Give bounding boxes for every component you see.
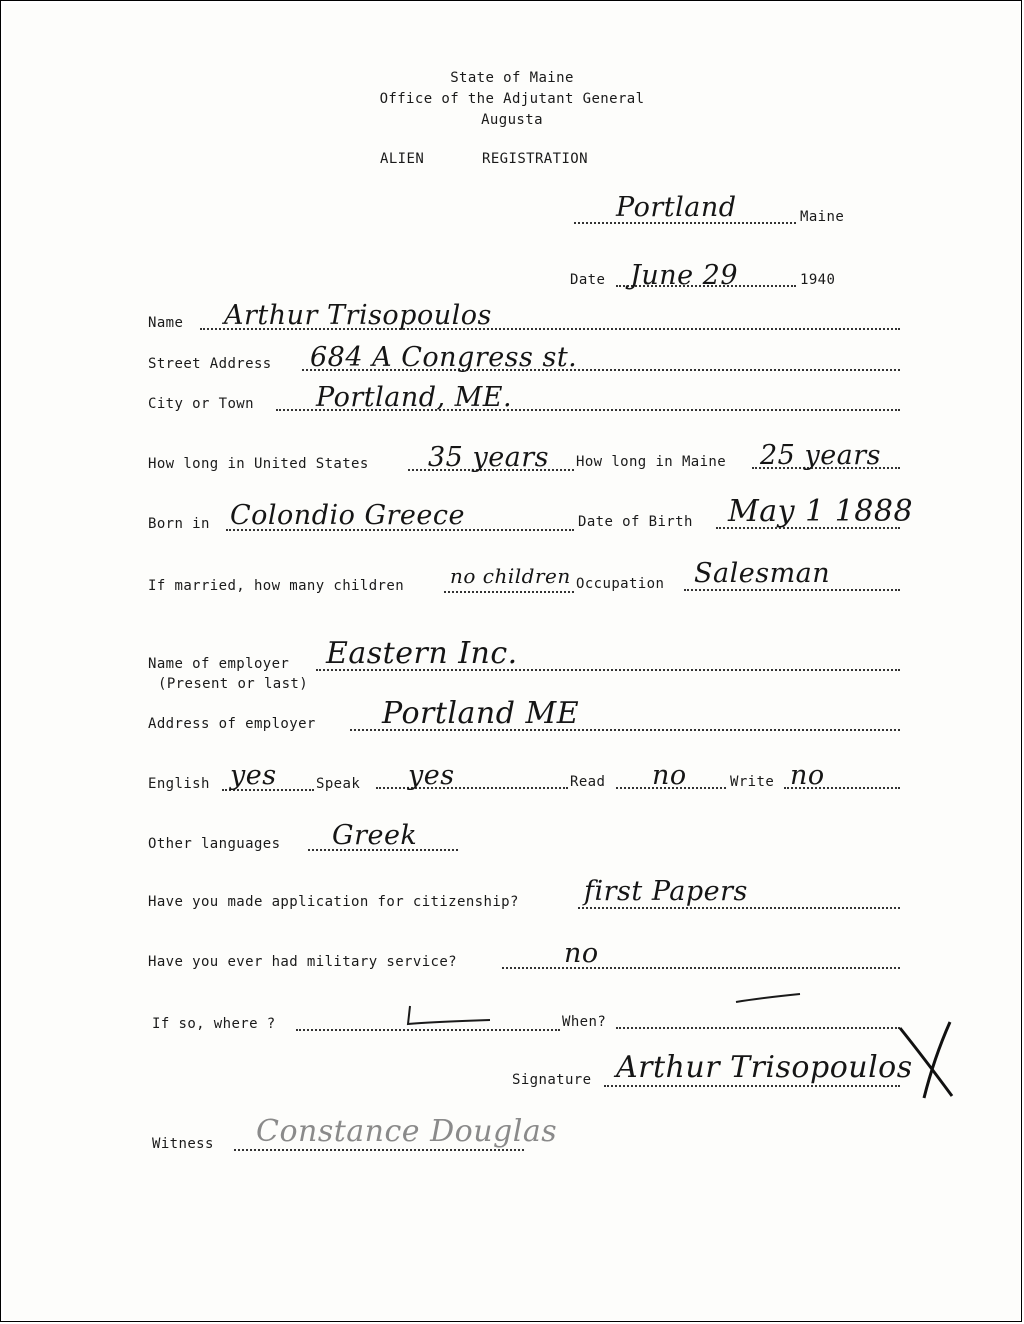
children-value: no children [450,564,571,588]
when-line [616,1027,900,1029]
military-value: no [564,938,599,969]
signature-line [604,1085,900,1087]
form-title-alien: ALIEN [380,151,425,167]
english-label: English [148,776,210,792]
when-label: When? [562,1014,607,1030]
military-label: Have you ever had military service? [148,954,458,970]
registration-form [4,4,1020,1320]
header-city: Augusta [481,112,543,128]
place-value: Portland [616,192,737,223]
us-long-label: How long in United States [148,456,369,472]
employer-address-value: Portland ME [382,696,580,731]
us-long-value: 35 years [428,442,550,473]
occupation-line [684,589,900,591]
city-label: City or Town [148,396,254,412]
witness-label: Witness [152,1136,214,1152]
signature-value: Arthur Trisopoulos [616,1050,913,1085]
write-value: no [790,760,825,791]
date-label: Date [570,272,606,288]
employer-label: Name of employer [148,656,290,672]
employer-sublabel: (Present or last) [158,676,309,692]
other-languages-value: Greek [332,820,418,851]
witness-value: Constance Douglas [256,1114,558,1149]
signature-x-mark [894,1018,964,1102]
dob-value: May 1 1888 [728,494,914,529]
employer-address-label: Address of employer [148,716,316,732]
speak-label: Speak [316,776,361,792]
employer-value: Eastern Inc. [326,636,518,671]
read-value: no [652,760,687,791]
born-label: Born in [148,516,210,532]
header-state: State of Maine [450,70,574,86]
street-value: 684 A Congress st. [310,342,578,373]
children-label: If married, how many children [148,578,405,594]
born-value: Colondio Greece [230,500,465,531]
street-label: Street Address [148,356,272,372]
speak-value: yes [408,760,455,791]
write-label: Write [730,774,775,790]
name-label: Name [148,315,184,331]
english-value: yes [230,760,277,791]
witness-line [234,1149,524,1151]
citizenship-value: first Papers [584,876,748,907]
dob-label: Date of Birth [578,514,693,530]
place-suffix: Maine [800,209,845,225]
form-title-registration: REGISTRATION [482,151,588,167]
other-languages-label: Other languages [148,836,281,852]
where-dash-mark [400,1000,500,1030]
military-line [502,967,900,969]
when-dash-mark [730,990,810,1006]
speak-line [376,787,568,789]
citizenship-label: Have you made application for citizenship? [148,894,519,910]
children-line [444,591,574,593]
name-value: Arthur Trisopoulos [224,300,492,331]
maine-long-label: How long in Maine [576,454,727,470]
occupation-label: Occupation [576,576,665,592]
date-value: June 29 [630,260,739,291]
citizenship-line [578,907,900,909]
read-label: Read [570,774,606,790]
where-label: If so, where ? [152,1016,276,1032]
maine-long-value: 25 years [760,440,882,471]
header-office: Office of the Adjutant General [379,91,645,107]
date-year: 1940 [800,272,836,288]
occupation-value: Salesman [694,558,831,589]
city-value: Portland, ME. [316,382,513,413]
signature-label: Signature [512,1072,592,1088]
